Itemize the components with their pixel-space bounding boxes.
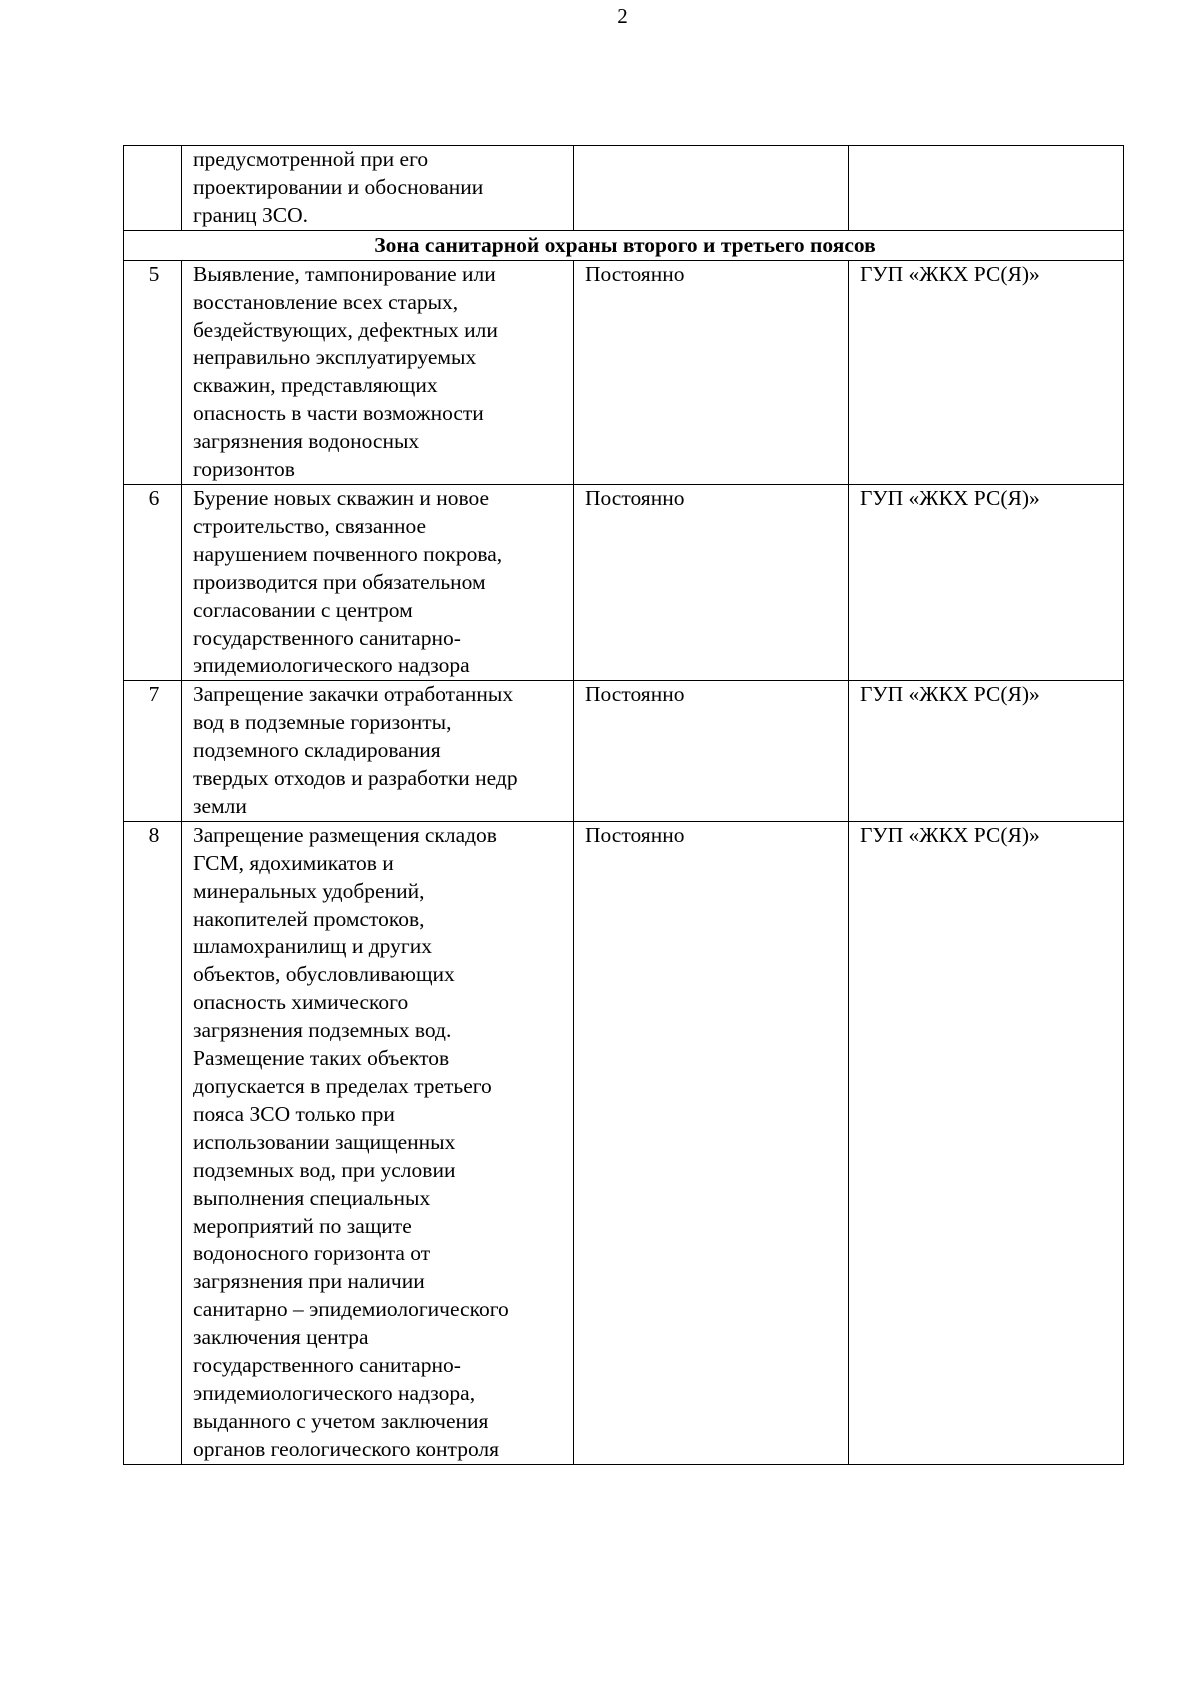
text-line: бездействующих, дефектных или [193,317,498,342]
measure-text-cell [182,484,574,680]
text-line: государственного санитарно- [193,625,461,650]
responsible-cell: ГУП «ЖКХ РС(Я)» [849,260,1124,484]
text-line: границ ЗСО. [193,202,309,227]
text-line: нарушением почвенного покрова, [193,541,503,566]
text-line: выданного с учетом заключения [193,1408,489,1433]
text-line: Запрещение размещения складов [193,822,497,847]
text-line: проектировании и обосновании [193,174,484,199]
row-number-cell [124,146,182,231]
measures-table [123,145,1124,1465]
text-line: скважин, представляющих [193,373,438,398]
text-line: использовании защищенных [193,1129,456,1154]
row-number: 6 [124,484,182,680]
text-line: санитарно – эпидемиологического [193,1297,509,1322]
text-line: пояса ЗСО только при [193,1101,395,1126]
responsible-cell: ГУП «ЖКХ РС(Я)» [849,484,1124,680]
text-line: Размещение таких объектов [193,1046,450,1071]
text-line: горизонтов [193,457,295,482]
text-line: органов геологического контроля [193,1436,500,1461]
text-line: Выявление, тампонирование или [193,261,496,286]
table-row [124,484,1124,680]
text-line: государственного санитарно- [193,1353,461,1378]
text-line: объектов, обусловливающих [193,962,455,987]
text-line: неправильно эксплуатируемых [193,345,477,370]
page-number: 2 [617,4,628,28]
term-cell: Постоянно [574,484,849,680]
text-line: загрязнения подземных вод. [193,1018,452,1043]
measure-text-cell [182,821,574,1464]
text-line: заключения центра [193,1325,369,1350]
term-cell: Постоянно [574,821,849,1464]
table-row [124,821,1124,1464]
text-line: загрязнения водоносных [193,429,420,454]
text-line: строительство, связанное [193,513,427,538]
responsible-cell: ГУП «ЖКХ РС(Я)» [849,681,1124,822]
text-line: Запрещение закачки отработанных [193,682,514,707]
text-line: ГСМ, ядохимикатов и [193,850,394,875]
text-line: опасность в части возможности [193,401,484,426]
text-line: земли [193,793,247,818]
text-line: эпидемиологического надзора, [193,1380,476,1405]
text-line: эпидемиологического надзора [193,653,470,678]
text-line: минеральных удобрений, [193,878,425,903]
section-header-row [124,230,1124,260]
responsible-cell: ГУП «ЖКХ РС(Я)» [849,821,1124,1464]
text-line: загрязнения при наличии [193,1269,425,1294]
measure-text-cell [182,146,574,231]
term-cell: Постоянно [574,681,849,822]
text-line: шламохранилищ и других [193,934,432,959]
text-line: подземного складирования [193,738,441,763]
text-line: производится при обязательном [193,569,486,594]
text-line: допускается в пределах третьего [193,1074,492,1098]
text-line: выполнения специальных [193,1185,431,1210]
text-line: согласовании с центром [193,597,413,622]
text-line: восстановление всех старых, [193,289,459,314]
table-row [124,260,1124,484]
row-number: 7 [124,681,182,822]
text-line: твердых отходов и разработки недр [193,766,518,791]
text-line: водоносного горизонта от [193,1241,431,1266]
text-line: вод в подземные горизонты, [193,710,452,735]
responsible-cell [849,146,1124,231]
text-line: опасность химического [193,990,409,1015]
text-line: накопителей промстоков, [193,906,425,931]
measure-text-cell [182,681,574,822]
measure-text-cell [182,260,574,484]
table-row-continuation [124,146,1124,231]
text-line: мероприятий по защите [193,1213,412,1238]
text-line: подземных вод, при условии [193,1157,456,1182]
row-number: 5 [124,260,182,484]
row-number: 8 [124,821,182,1464]
term-cell: Постоянно [574,260,849,484]
table-row [124,681,1124,822]
term-cell [574,146,849,231]
text-line: Бурение новых скважин и новое [193,485,490,510]
section-header: Зона санитарной охраны второго и третьего поясов [124,230,1124,260]
text-line: предусмотренной при его [193,147,429,171]
